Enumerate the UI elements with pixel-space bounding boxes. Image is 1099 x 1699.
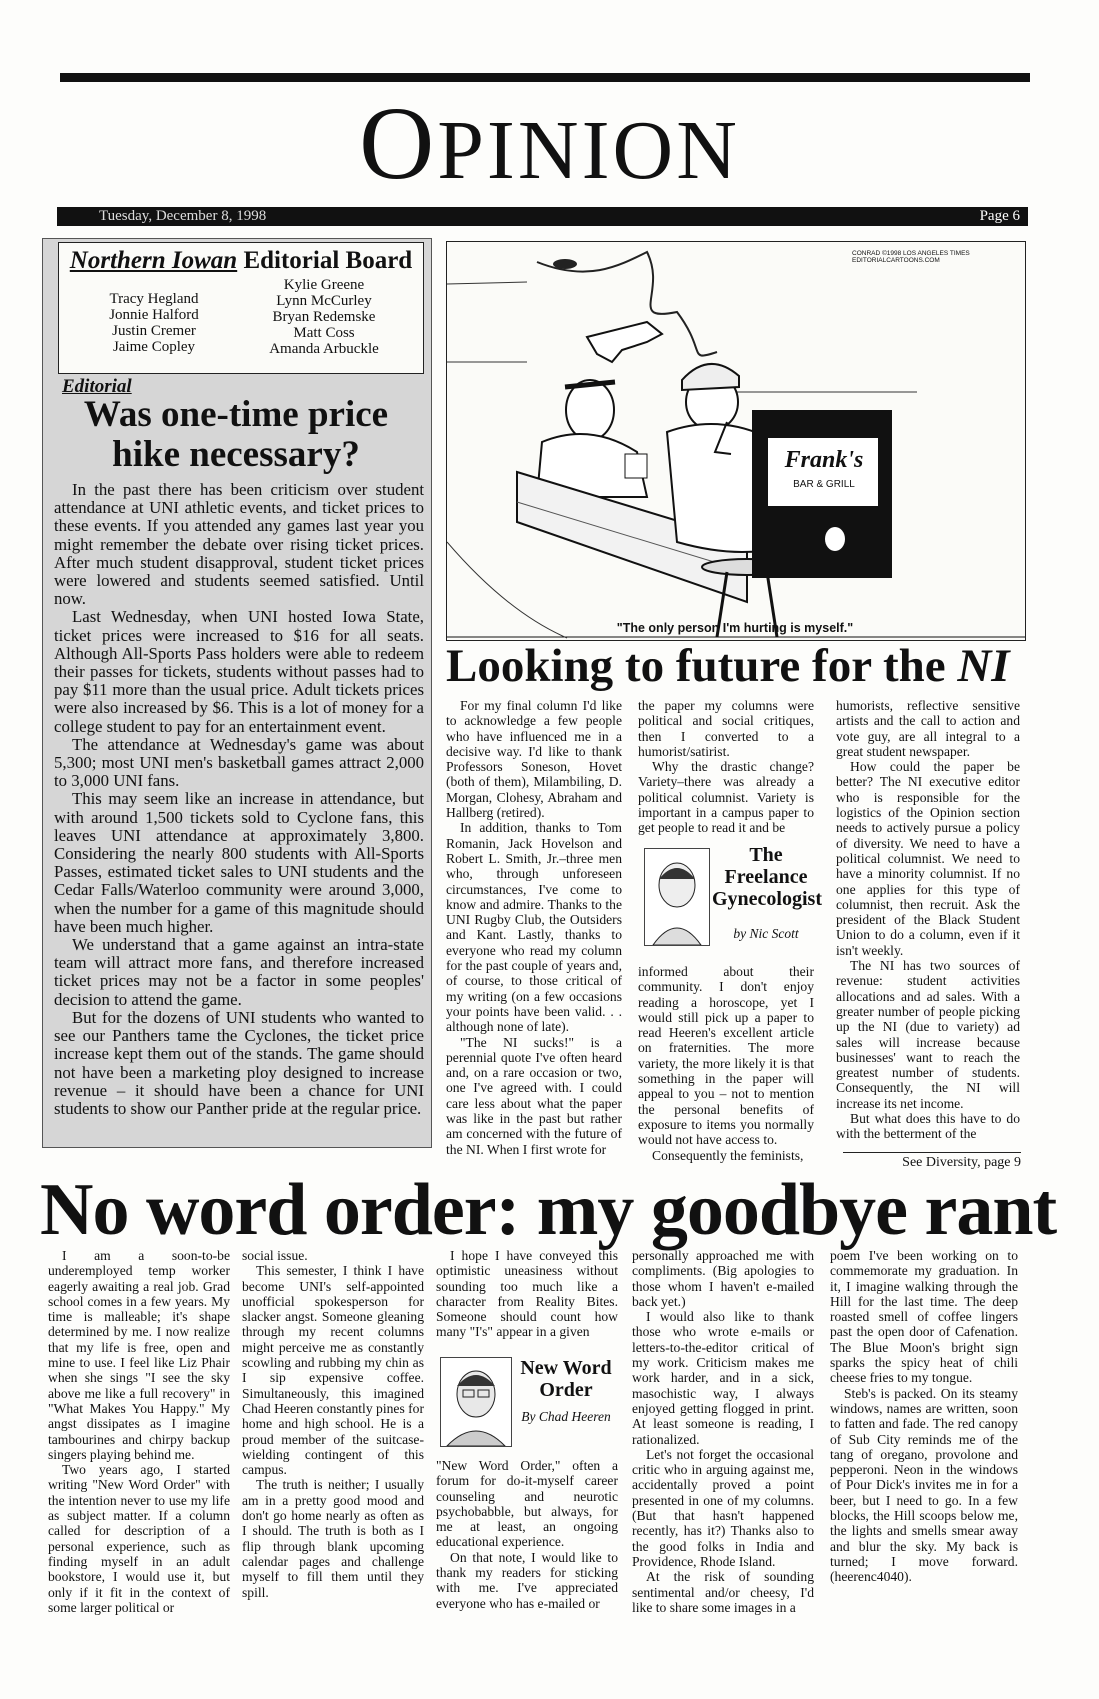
rant-col5: poem I've been working on to commemorate my graduation. In it, I imagine walking through the Hill for the last time. The deep roasted smell of coffee lingers past the open door of Cafenation. The Blue Moon's bright sign sparks the spicy heat of chili cheese fries to my tongue. Steb's is packed. On its steamy windows, names are written, soon to fatten and fade. The red canopy of Sub City reminds me of the tang of oregano, provolone and pepperoni. Neon in the windows of Pour Dick's invites me in for a beer, but I need to go. In a few blocks, the Hill scoops below me, the lights and smells smear away and blur the sky. My back is turned; I move forward. (heerenc4040). [830, 1248, 1018, 1585]
editorial-board-box [58, 242, 424, 374]
ni-column-headline: Looking to future for the NI [446, 640, 1010, 692]
columnist-portrait-icon [441, 1358, 511, 1446]
new-word-order-box [440, 1353, 618, 1449]
column-title: New Word Order [520, 1357, 612, 1401]
date-bar [57, 207, 1028, 226]
cartoon-credit: CONRAD ©1998 LOS ANGELES TIMES EDITORIALCARTOONS.COM [852, 250, 970, 264]
issue-date: Tuesday, December 8, 1998 [99, 208, 267, 224]
rant-headline: No word order: my goodbye rant [40, 1169, 1057, 1251]
ni-column-col1: For my final column I'd like to acknowledge a few people who have influenced me in a decisive way. I'd like to thank Professors Soneson, Hovet (both of them), Milambiling, D. Morgan, Clohesy, Abraham and Hallberg (retired). In addition, thanks to Tom Romanin, Jack Hovelson and Robert L. Smith, Jr.–three men who, through unforeseen circumstances, I've come to know and admire. Thanks to the UNI Rugby Club, the Outsiders and Kant. Lastly, thanks to everyone who read my column for the past couple of years and, of course, to those critical of my writing (on a few occasions your points have been valid. . . although none of late). "The NI sucks!" is a perennial quote I've often heard and, on a rare occasion or two, one I've agreed with. I could care less about what the paper was like in the past but rather am concerned with the future of the NI. When I first wrote for [446, 698, 622, 1157]
rant-col2: social issue. This semester, I think I have become UNI's self-appointed unofficial spokesperson for slacker angst. Someone gleaning through my recent columns might perceive me as constantly scowling and rubbing my chin as I sip expensive coffee. Simultaneously, this imagined Chad Heeren constantly pines for home and high school. He is a proud member of the suitcase-wielding contingent of this campus. The truth is neither; I usually am in a pretty good mood and don't go home nearly as often as I should. The truth is both as I flip through blank upcoming calendar pages and challenge myself to fill them until they spill. [242, 1248, 424, 1600]
column-title: The Freelance Gynecologist [712, 844, 822, 910]
editorial-label: Editorial [62, 376, 132, 397]
cartoon-caption: "The only person I'm hurting is myself." [616, 621, 854, 635]
freelance-gynecologist-box [640, 844, 820, 954]
editorial-body: In the past there has been criticism over student attendance at UNI athletic events, and ticket prices to these events. If you attended any games last year you might remember the debate over rising ticket prices. After much student disapproval, student ticket prices were lowered and students seemed satisfied. Until now. Last Wednesday, when UNI hosted Iowa State, ticket prices were increased to $16 for all seats. Although All-Sports Pass holders were able to redeem their passes for tickets, students without passes had to pay $11 more than the usual price. Adult tickets prices were also increased by $6. This is a lot of money for a college student to pay for an entertainment event. The attendance at Wednesday's game was about 5,300; most UNI men's basketball games attract 2,000 to 3,000 UNI fans. This may seem like an increase in attendance, but with around 1,500 tickets sold to Cyclone fans, this leaves UNI attendance at approximately 3,800. Considering the nearly 800 students with All-Sports Passes, estimated ticket sales to UNI students and the Cedar Falls/Waterloo community were around 3,000, when the number for a game of this magnitude should have been much higher. We understand that a game against an intra-state team will attract more fans, and therefore increased ticket prices may not be a factor in some peoples' decision to attend the game. But for the dozens of UNI students who wanted to see our Panthers tame the Cyclones, the ticket price increase kept them out of the stands. The game should not have been a marketing ploy designed to increase revenue – it should have been a chance for UNI students to show our Panther pride at the regular price. [54, 480, 424, 1118]
editorial-cartoon [446, 241, 1026, 641]
section-title: OPINION [359, 86, 740, 201]
columnist-portrait-icon [645, 849, 709, 945]
rant-col3-bottom: "New Word Order," often a forum for do-it-myself career counseling and neurotic psychobabble, but always, for me at least, an ongoing educational experience. On that note, I would like to thank my readers for sticking with me. I've appreciated everyone who has e-mailed or [436, 1458, 618, 1611]
ni-column-col2-bottom: informed about their community. I don't enjoy reading a horoscope, yet I would still pick up a paper to read Heeren's excellent article on fraternities. The more variety, the more likely it is that something in the paper will appeal to you – not to mention the personal benefits of exposure to items you normally would not have access to. Consequently the feminists, [638, 964, 814, 1163]
columnist-photo [644, 848, 710, 946]
ni-column-col3: humorists, reflective sensitive artists and the call to action and vote guy, are all integral to a great student newspaper. How could the paper be better? The NI executive editor who is responsible for the logistics of the Opinion section needs to actively pursue a policy of diversity. We need to have a political columnist. We need to have a minority columnist. If no one applies for this type of columnist, then recruit. Ask the president of the Black Student Union to do a column, even if it isn't weekly. The NI has two sources of revenue: student activities allocations and ad sales. With a greater number of people picking up the NI (due to variety) ad sales will increase because businesses' want to reach the greatest number of students. Consequently, the NI will increase its net income. But what does this have to do with the betterment of the [836, 698, 1020, 1142]
rant-col4: personally approached me with compliments. (Big apologies to those whom I haven't e-mailed back yet.) I would also like to thank those who wrote e-mails or letters-to-the-editor critical of my work. Criticism makes me work harder, and in a sick, masochistic way, I always enjoyed getting flogged in print. At least someone is reading, I rationalized. Let's not forget the occasional critic who in arguing against me, accidentally proved a point presented in one of my columns. (But that hasn't happened recently, has it?) Thanks also to the good folks in India and Providence, Rhode Island. At the risk of sounding sentimental and/or cheesy, I'd like to share some images in a [632, 1248, 814, 1615]
byline: by Nic Scott [733, 926, 799, 941]
ni-column-col2-top: the paper my columns were political and social critiques, then I converted to a humorist/satirist. Why the drastic change? Variety–there was already a political columnist. Variety is important in a campus paper to get people to read it and be [638, 698, 814, 836]
board-members-right: Kylie Greene Lynn McCurley Bryan Redemske Matt Coss Amanda Arbuckle [269, 277, 379, 357]
jump-line: See Diversity, page 9 [843, 1152, 1021, 1171]
columnist-photo [440, 1357, 512, 1447]
masthead-rule [60, 73, 1030, 82]
rant-col1: I am a soon-to-be underemployed temp worker eagerly awaiting a real job. Grad school comes in a few years. My time is malleable; it's shape determined by me. I now realize that my life is free, open and mine to use. I feel like Liz Phair when she sings "I see the sky above me like a full recovery" in "What Makes You Happy." My angst dissipates as I imagine tambourines and chirpy backup singers playing behind me. Two years ago, I started writing "New Word Order" with the intention never to use my life as subject matter. If a column called for description of a personal experience, such as finding myself in an adult bookstore, I would use it, but only if it fit in the context of some larger political or [48, 1248, 230, 1615]
bar-sign-subtitle: BAR & GRILL [793, 479, 855, 490]
bar-sign-name: Frank's [784, 447, 864, 473]
cartoon-drawing [447, 242, 1025, 640]
editorial-headline: Was one-time price hike necessary? [83, 394, 389, 475]
board-title: Northern Iowan Editorial Board [69, 247, 413, 274]
board-members-left: Tracy Hegland Jonnie Halford Justin Cremer Jaime Copley [109, 291, 199, 355]
page-number: Page 6 [979, 208, 1020, 224]
rant-col3-top: I hope I have conveyed this optimistic uneasiness without sounding too much like a character from Reality Bites. Someone should count how many "I's" appear in a given [436, 1248, 618, 1340]
byline: By Chad Heeren [521, 1409, 611, 1424]
